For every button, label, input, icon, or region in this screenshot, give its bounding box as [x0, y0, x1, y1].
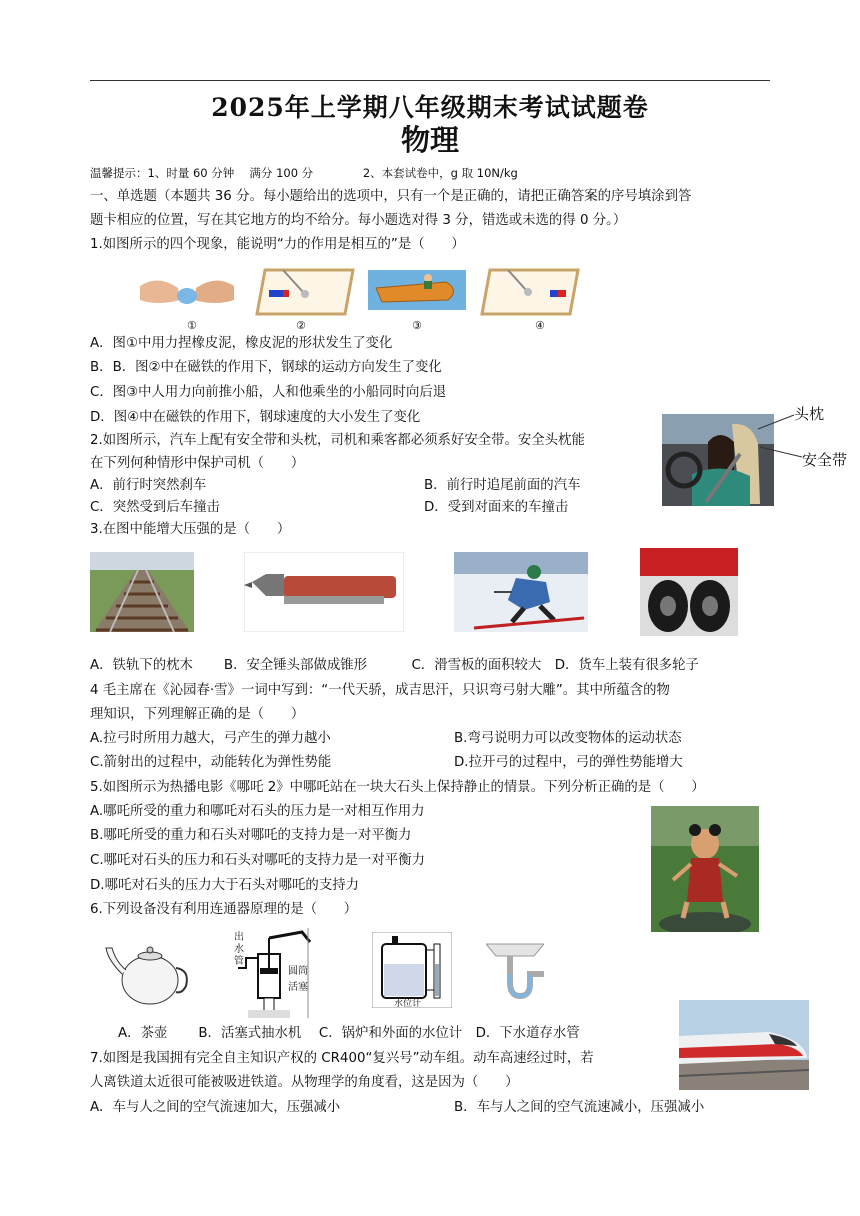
q2-option-b: B．前行时追尾前面的汽车 [424, 478, 581, 493]
q1-figure-boat [368, 270, 466, 310]
q6-pump-label-cylinder: 圆筒 [288, 966, 308, 977]
q4-option-b: B.弯弓说明力可以改变物体的运动状态 [454, 731, 682, 746]
q5-option-b: B.哪吒所受的重力和石头对哪吒的支持力是一对平衡力 [90, 828, 412, 843]
q3-stem: 3.在图中能增大压强的是（ ） [90, 522, 291, 537]
q1-fig-label-3: ③ [412, 319, 422, 332]
q5-option-a: A.哪吒所受的重力和哪吒对石头的压力是一对相互作用力 [90, 804, 425, 819]
q7-option-b: B．车与人之间的空气流速减小，压强减小 [454, 1100, 705, 1115]
exam-notice: 温馨提示：1、时量 60 分钟 满分 100 分 2、本套试卷中，g 取 10N/kg [90, 166, 518, 180]
q6-pump-label-pipe: 管 [234, 956, 244, 967]
q6-pump-label-water: 水 [234, 944, 244, 955]
q5-option-c: C.哪吒对石头的压力和石头对哪吒的支持力是一对平衡力 [90, 853, 425, 868]
q2-label-seatbelt: 安全带 [802, 451, 848, 469]
exam-subject: 物理 [400, 123, 459, 157]
q2-option-a: A．前行时突然刹车 [90, 478, 207, 493]
q2-pointer-lines [752, 413, 804, 463]
q2-option-d: D．受到对面来的车撞击 [424, 500, 569, 515]
q1-fig-label-1: ① [187, 319, 197, 332]
q6-figure-drain-trap [486, 938, 544, 1006]
q1-option-b: B．B．图②中在磁铁的作用下，钢球的运动方向发生了变化 [90, 360, 442, 375]
q3-figure-skier [454, 552, 588, 632]
q6-figure-teapot [104, 940, 190, 1008]
q3-figure-truck-wheels [640, 548, 738, 636]
q5-stem: 5.如图所示为热播电影《哪吒 2》中哪吒站在一块大石头上保持静止的情景。下列分析正确的是（ ） [90, 780, 705, 795]
exam-title: 2025年上学期八年级期末考试试题卷 [211, 93, 649, 122]
q7-figure-cr400-train [679, 1000, 809, 1090]
q5-option-d: D.哪吒对石头的压力大于石头对哪吒的支持力 [90, 878, 359, 893]
q4-stem-line2: 理知识，下列理解正确的是（ ） [90, 707, 305, 722]
q3-figure-safety-hammer [244, 552, 404, 632]
q6-pump-label-out: 出 [234, 932, 244, 943]
q4-stem-line1: 4 毛主席在《沁园春·雪》一词中写到：“一代天骄，成吉思汗，只识弯弓射大雕”。其中所蕴含的物 [90, 683, 670, 698]
q5-figure-nezha [651, 806, 759, 932]
q6-figure-piston-pump [228, 928, 340, 1018]
q1-fig-label-2: ② [296, 319, 306, 332]
q6-gauge-label: 水位计 [394, 999, 422, 1009]
q1-stem: 1.如图所示的四个现象，能说明“力的作用是相互的”是（ ） [90, 237, 465, 252]
q4-option-a: A.拉弓时所用力越大，弓产生的弹力越小 [90, 731, 331, 746]
q3-figure-railway-sleepers [90, 552, 194, 632]
q4-option-c: C.箭射出的过程中，动能转化为弹性势能 [90, 755, 332, 770]
section-instructions-line1: 一、单选题（本题共 36 分。每小题给出的选项中，只有一个是正确的，请把正确答案的序号填涂到答 [90, 189, 692, 204]
q1-fig-label-4: ④ [535, 319, 545, 332]
q1-figure-hands-clay [138, 266, 236, 316]
q6-options: A．茶壶 B．活塞式抽水机 C．锅炉和外面的水位计 D．下水道存水管 [118, 1026, 580, 1041]
q2-option-c: C．突然受到后车撞击 [90, 500, 220, 515]
q1-figure-table-magnet-2 [253, 262, 357, 322]
q1-option-d: D．图④中在磁铁的作用下，钢球速度的大小发生了变化 [90, 410, 421, 425]
q7-stem-line2: 人离铁道太近很可能被吸进铁道。从物理学的角度看，这是因为（ ） [90, 1075, 519, 1090]
q2-stem-line1: 2.如图所示，汽车上配有安全带和头枕，司机和乘客都必须系好安全带。安全头枕能 [90, 433, 585, 448]
q1-figure-table-magnet-4 [478, 262, 582, 322]
q7-stem-line1: 7.如图是我国拥有完全自主知识产权的 CR400“复兴号”动车组。动车高速经过时，若 [90, 1051, 594, 1066]
q2-label-headrest: 头枕 [794, 405, 825, 423]
section-instructions-line2: 题卡相应的位置，写在其它地方的均不给分。每小题选对得 3 分，错选或未选的得 0 分。） [90, 213, 627, 228]
q7-option-a: A．车与人之间的空气流速加大，压强减小 [90, 1100, 341, 1115]
header-rule [90, 80, 770, 81]
q6-pump-label-piston: 活塞 [288, 982, 308, 993]
q1-option-a: A．图①中用力捏橡皮泥，橡皮泥的形状发生了变化 [90, 336, 393, 351]
q1-option-c: C．图③中人用力向前推小船，人和他乘坐的小船同时向后退 [90, 385, 447, 400]
q2-stem-line2: 在下列何种情形中保护司机（ ） [90, 456, 305, 471]
q6-stem: 6.下列设备没有利用连通器原理的是（ ） [90, 902, 358, 917]
q4-option-d: D.拉开弓的过程中，弓的弹性势能增大 [454, 755, 683, 770]
q3-options: A．铁轨下的枕木 B．安全锤头部做成锥形 C．滑雪板的面积较大 D．货车上装有很多轮子 [90, 658, 699, 673]
